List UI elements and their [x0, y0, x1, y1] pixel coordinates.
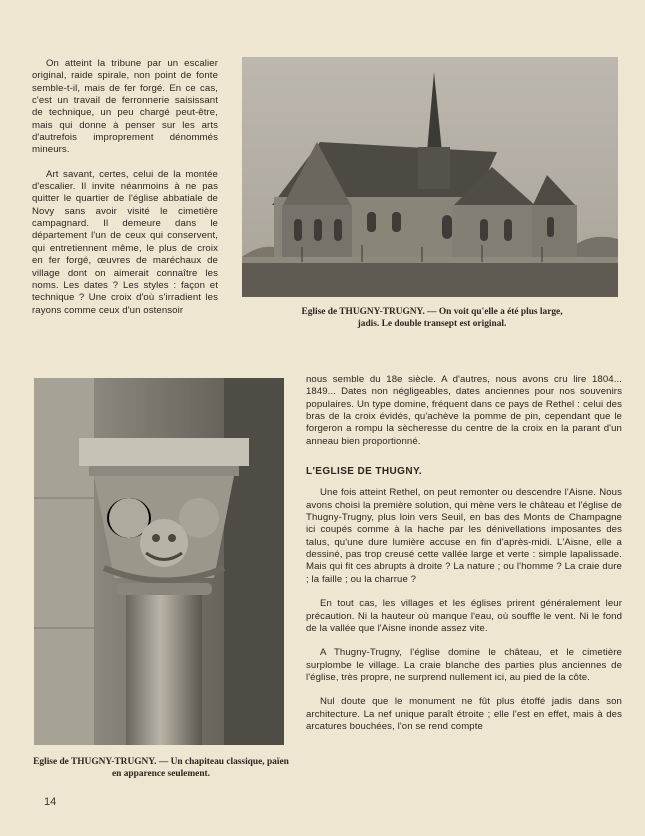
- paragraph: Une fois atteint Rethel, on peut remonter ou descendre l'Aisne. Nous avons choisi la première solution, qui mène vers le château et l'église de Thugny-Trugny, plus loin vers Seuil, en bas des Monts de Champagne ici coupés comme à la hache par les dénivellations imposantes des talus, qu'une dure lumière accuse en fin d'après-midi. L'Aisne, elle a dessiné, pas trop creusé cette vallée large et verte : simple lapalissade. Mais qui fit ces abrupts à droite ? La nature ; ou l'homme ? La craie dure ; la faille ; ou la charrue ?: [306, 487, 622, 585]
- paragraph: On atteint la tribune par un escalier original, raide spirale, non point de fonte semble-t-il, mais de fer forgé. En ce cas, c'est un travail de ferronnerie saisissant de technique, un peu chargé peut-être, mais qui donne à penser sur les arts d'autrefois improprement dénommés mineurs.: [32, 58, 218, 156]
- church-photo: [242, 57, 618, 297]
- church-photo-caption: Eglise de THUGNY-TRUGNY. — On voit qu'elle a été plus large, jadis. Le double transept est original.: [301, 307, 563, 329]
- right-text-column: [306, 374, 622, 745]
- paragraph: Art savant, certes, celui de la montée d'escalier. Il invite néanmoins à ne pas quitter le quartier de l'église abbatiale de Novy sans avoir visité le cimetière campagnard. Il demeure dans le département l'un de ceux qui conservent, qui entretiennent même, le plus de croix en fer forgé, œuvres de maréchaux de village dont on aimerait connaître les noms. Les dates ? Les styles : façon et technique ? Une croix d'où s'irradient les rayons comme ceux d'un ostensoir: [32, 168, 218, 316]
- paragraph: A Thugny-Trugny, l'église domine le château, et le cimetière surplombe le village. La craie blanche des parties plus anciennes de l'église, très propre, ne surprend nullement ici, au pied de la côte.: [306, 647, 622, 683]
- left-text-column: [32, 58, 218, 329]
- section-heading: L'EGLISE DE THUGNY.: [306, 466, 423, 478]
- paragraph-continued: nous semble du 18e siècle. A d'autres, nous avons cru lire 1804... 1849... Dates non négligeables, dates anciennes pour nos souvenirs populaires. Un type domine, fréquent dans ce pays de Rethel : celui des bras de la croix évidés, qu'achève la pomme de pin, cependant que le forgeron a rompu la sècheresse du centre de la croix en la parant d'un anneau bien proportionné.: [306, 374, 622, 447]
- paragraph: En tout cas, les villages et les églises prirent généralement leur précaution. Ni la hauteur où manque l'eau, où souffle le vent. Ni le fond de la vallée que l'Aisne inonde assez vite.: [306, 598, 622, 634]
- paragraph: Nul doute que le monument ne fût plus étoffé jadis dans son architecture. La nef unique paraît étroite ; elle l'est en effet, mais à des arcatures bouchées, l'on se rend compte: [306, 696, 622, 732]
- capital-photo-caption: Eglise de THUGNY-TRUGNY. — Un chapiteau classique, païen en apparence seulement.: [33, 757, 289, 779]
- capital-photo: [34, 378, 284, 745]
- page-number: 14: [44, 796, 57, 808]
